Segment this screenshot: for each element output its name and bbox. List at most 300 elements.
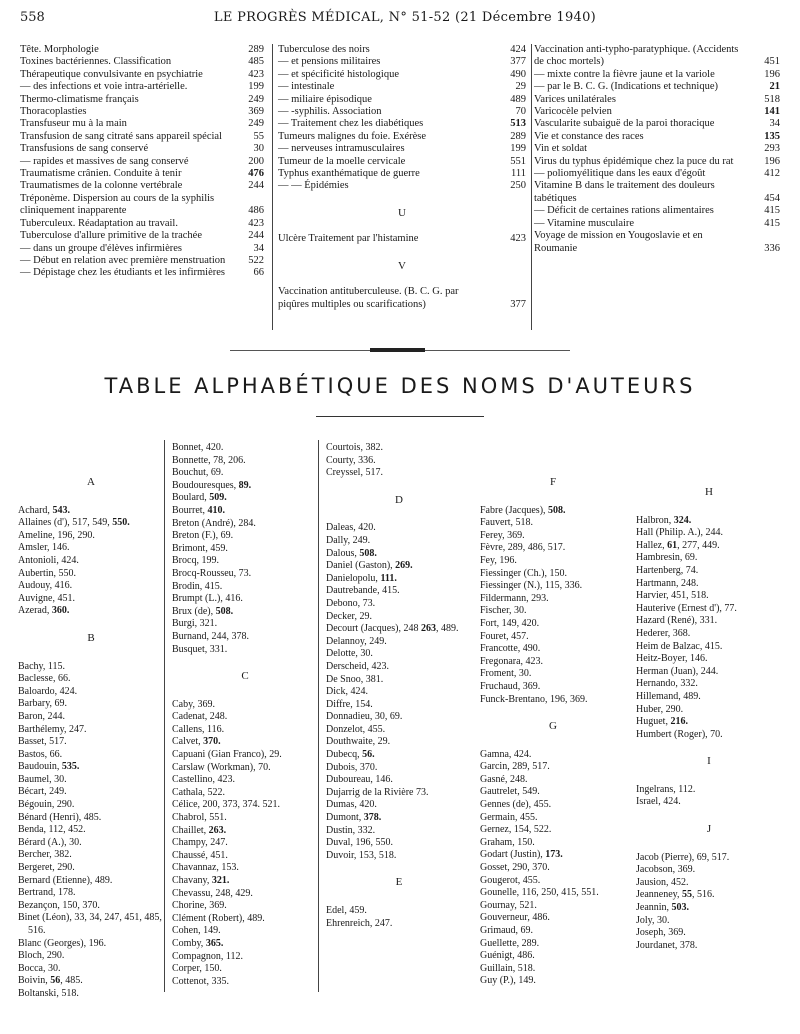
period: . xyxy=(374,547,377,559)
author-name: Heim de Balzac, 415. xyxy=(636,640,723,652)
entry-text: — par le B. C. G. (Indications et technique) xyxy=(534,81,718,93)
entry-text: Tête. Morphologie xyxy=(20,44,99,55)
entry-page: 29 xyxy=(515,81,526,93)
author-entry xyxy=(172,518,318,531)
author-index-column-2 xyxy=(172,442,318,988)
author-entry xyxy=(326,661,472,674)
period: . xyxy=(372,749,375,761)
entry-text: — -syphilis. Association xyxy=(278,106,382,118)
author-entry xyxy=(18,542,164,555)
index-entry xyxy=(278,233,526,245)
author-entry xyxy=(480,749,626,762)
author-entry xyxy=(326,455,472,468)
author-name: Brodin, 415. xyxy=(172,580,223,592)
author-page-bold: 263 xyxy=(208,824,224,836)
author-name: Hall (Philip. A.), 244. xyxy=(636,527,723,539)
author-entry xyxy=(18,580,164,593)
author-name: Gounelle, 116, 250, 415, 551. xyxy=(480,887,599,899)
author-name: Chavannaz, 153. xyxy=(172,862,239,874)
author-entry xyxy=(636,678,782,691)
author-entry xyxy=(480,530,626,543)
entry-text: — dans un groupe d'élèves infirmières xyxy=(20,242,182,254)
section-letter: J xyxy=(706,823,712,836)
author-entry xyxy=(18,988,164,1001)
index-entry xyxy=(534,168,780,180)
author-entry xyxy=(18,661,164,674)
entry-text: — poliomyélitique dans les eaux d'égoût xyxy=(534,168,706,180)
author-entry xyxy=(636,552,782,565)
author-entry xyxy=(172,850,318,863)
author-entry xyxy=(636,927,782,940)
entry-text: Vaccination antituberculeuse. (B. C. G. par piqûres multiples ou scarifications) xyxy=(278,286,459,310)
author-name: Delotte, 30. xyxy=(326,648,373,660)
author-name: Funck-Brentano, 196, 369. xyxy=(480,693,588,705)
author-name: Guillain, 518. xyxy=(480,962,536,974)
author-name: Brocq, 199. xyxy=(172,555,219,567)
author-name: Ameline, 196, 290. xyxy=(18,529,95,541)
author-entry xyxy=(326,674,472,687)
author-name: Chavany, xyxy=(172,875,212,886)
entry-page: 66 xyxy=(253,267,264,279)
index-entry xyxy=(20,230,264,242)
entry-text: Transfuseur mu à la main xyxy=(20,118,127,130)
author-name: Francotte, 490. xyxy=(480,643,541,655)
author-entry xyxy=(172,581,318,594)
author-name: Bezançon, 150, 370. xyxy=(18,899,100,911)
entry-text: Toxines bactériennes. Classification xyxy=(20,56,172,68)
author-entry xyxy=(172,963,318,976)
index-entry xyxy=(20,69,264,81)
author-page-bold: 550 xyxy=(112,517,128,529)
author-entry xyxy=(18,505,164,518)
entry-page: 451 xyxy=(764,56,780,68)
author-name: Breton (F.), 69. xyxy=(172,530,234,542)
author-entry xyxy=(18,749,164,762)
author-entry xyxy=(326,724,472,737)
entry-page: 289 xyxy=(248,44,264,55)
author-name: Barthélemy, 247. xyxy=(18,723,87,735)
index-entry xyxy=(534,44,780,69)
entry-page: 412 xyxy=(764,168,780,180)
author-name: Bernard (Etienne), 489. xyxy=(18,874,113,886)
author-entry xyxy=(480,694,626,707)
entry-text: Thérapeutique convulsivante en psychiatrie xyxy=(20,68,203,80)
entry-text: Virus du typhus épidémique chez la puce du rat xyxy=(534,155,734,167)
period: . xyxy=(66,605,70,617)
author-page-bold: 410 xyxy=(207,504,223,516)
author-entry xyxy=(480,963,626,976)
entry-text: Tumeur de la moelle cervicale xyxy=(278,155,406,167)
author-page-bold: 509 xyxy=(209,492,225,504)
entry-text: — mixte contre la fièvre jaune et la variole xyxy=(534,68,715,80)
entry-page: 423 xyxy=(248,217,264,229)
author-entry xyxy=(326,648,472,661)
author-entry xyxy=(636,796,782,809)
author-entry xyxy=(172,606,318,619)
author-entry xyxy=(480,656,626,669)
entry-page: 293 xyxy=(764,143,780,155)
author-entry xyxy=(480,643,626,656)
author-name: Derscheid, 423. xyxy=(326,660,390,672)
author-name: Jausion, 452. xyxy=(636,876,689,888)
entry-page: 250 xyxy=(510,180,526,192)
author-name: Caby, 369. xyxy=(172,698,215,710)
author-name: Decker, 29. xyxy=(326,610,372,622)
author-name: Benda, 112, 452. xyxy=(18,824,86,836)
author-name: Boudouresques, xyxy=(172,479,239,491)
author-name: Fildermann, 293. xyxy=(480,592,549,604)
author-name: Ehrenreich, 247. xyxy=(326,917,393,929)
index-entry xyxy=(534,180,780,205)
author-name: Bénard (Henri), 485. xyxy=(18,811,102,823)
author-name: Germain, 455. xyxy=(480,811,538,823)
entry-text: Tuberculeux. Réadaptation au travail. xyxy=(20,217,178,229)
author-entry xyxy=(172,787,318,800)
author-entry xyxy=(172,543,318,556)
subject-index-column-3 xyxy=(534,44,780,255)
author-entry xyxy=(172,442,318,455)
entry-text: Vie et constance des races xyxy=(534,130,644,142)
entry-page: 30 xyxy=(253,143,264,155)
author-entry xyxy=(18,593,164,606)
author-name: Dumas, 420. xyxy=(326,799,377,811)
entry-page: 21 xyxy=(769,81,780,93)
author-name: Donzelot, 455. xyxy=(326,723,386,735)
author-entry xyxy=(480,761,626,774)
author-entry xyxy=(326,522,472,535)
author-entry xyxy=(480,555,626,568)
entry-text: — Début en relation avec première menstruation xyxy=(20,254,226,266)
author-entry xyxy=(172,799,318,812)
author-entry xyxy=(480,786,626,799)
author-entry xyxy=(480,824,626,837)
author-entry xyxy=(480,517,626,530)
author-name: Joseph, 369. xyxy=(636,927,686,939)
author-entry xyxy=(172,644,318,657)
author-entry xyxy=(18,862,164,875)
author-entry xyxy=(172,925,318,938)
author-name: Fey, 196. xyxy=(480,554,517,566)
entry-text: Varicocèle pelvien xyxy=(534,106,612,118)
author-entry xyxy=(636,691,782,704)
author-entry xyxy=(480,631,626,644)
author-entry xyxy=(326,699,472,712)
entry-page: 489 xyxy=(510,93,526,105)
author-name: Blanc (Georges), 196. xyxy=(18,937,107,949)
author-name: Barbary, 69. xyxy=(18,698,68,710)
index-entry xyxy=(20,94,264,106)
author-name: Jacobson, 369. xyxy=(636,864,696,876)
author-entry xyxy=(326,573,472,586)
author-entry xyxy=(172,875,318,888)
author-entry xyxy=(480,568,626,581)
author-entry xyxy=(18,724,164,737)
period: . xyxy=(685,716,688,728)
author-name: Busquet, 331. xyxy=(172,643,228,655)
author-name: Boivin, xyxy=(18,975,51,987)
author-name: Burnand, 244, 378. xyxy=(172,630,249,642)
index-entry xyxy=(20,156,264,168)
author-name: Dumont, xyxy=(326,812,364,824)
author-entry xyxy=(18,774,164,787)
period: . xyxy=(224,492,227,504)
author-entry xyxy=(326,905,472,918)
entry-page: 199 xyxy=(248,81,264,93)
author-pages-rest: , 277, 449. xyxy=(677,539,720,551)
entry-page: 141 xyxy=(764,106,780,118)
author-name: Bertrand, 178. xyxy=(18,887,76,899)
author-name: Capuani (Gian Franco), 29. xyxy=(172,749,282,761)
author-entry xyxy=(172,480,318,493)
author-page-bold: 503 xyxy=(671,902,687,914)
author-entry xyxy=(172,762,318,775)
subject-index-column-1 xyxy=(20,44,264,280)
index-entry xyxy=(278,168,526,180)
index-entry xyxy=(534,230,780,255)
author-name: Fort, 149, 420. xyxy=(480,617,540,629)
entry-text: — nerveuses intramusculaires xyxy=(278,143,405,155)
section-letter: I xyxy=(707,755,711,768)
author-name: Chabrol, 551. xyxy=(172,812,227,824)
index-entry xyxy=(278,143,526,155)
author-entry xyxy=(18,812,164,825)
section-letter: C xyxy=(241,670,249,683)
author-page-bold: 360 xyxy=(51,605,67,617)
author-name: Cadenat, 248. xyxy=(172,711,228,723)
author-entry xyxy=(172,837,318,850)
author-entry xyxy=(172,913,318,926)
author-entry xyxy=(326,736,472,749)
entry-page: 135 xyxy=(764,130,780,142)
author-name: Donnadieu, 30, 69. xyxy=(326,711,403,723)
author-entry xyxy=(326,560,472,573)
author-pages-rest: , 489. xyxy=(435,623,459,635)
author-entry xyxy=(172,505,318,518)
author-name: Gamna, 424. xyxy=(480,748,532,760)
author-entry xyxy=(480,938,626,951)
author-name: Godart (Justin), xyxy=(480,849,546,861)
author-entry xyxy=(480,875,626,888)
author-name: Guénigt, 486. xyxy=(480,950,535,962)
period: . xyxy=(220,937,224,949)
author-name: Aubertin, 550. xyxy=(18,567,77,579)
author-entry xyxy=(326,799,472,812)
author-page-bold: 55 xyxy=(682,889,692,901)
author-name: Duval, 196, 550. xyxy=(326,837,393,849)
author-index-column-3 xyxy=(326,442,472,930)
author-name: Dujarrig de la Rivière 73. xyxy=(326,786,429,798)
entry-page: 513 xyxy=(510,118,526,130)
entry-text: Tuberculose des noirs xyxy=(278,44,370,55)
index-entry xyxy=(278,156,526,168)
author-entry xyxy=(636,877,782,890)
author-entry xyxy=(18,605,164,618)
author-name: Clément (Robert), 489. xyxy=(172,912,265,924)
column-divider xyxy=(318,440,319,992)
author-page-bold: 61 xyxy=(667,539,678,551)
author-name: Jeanneney, xyxy=(636,889,682,901)
index-entry xyxy=(278,94,526,106)
author-name: Brimont, 459. xyxy=(172,542,228,554)
author-name: Carslaw (Workman), 70. xyxy=(172,761,271,773)
author-name: Fischer, 30. xyxy=(480,605,527,617)
author-entry xyxy=(326,636,472,649)
author-name: Chaillet, xyxy=(172,824,209,836)
author-name: Brux (de), xyxy=(172,605,216,617)
author-name: Gasné, 248. xyxy=(480,773,528,785)
entry-text: Tréponème. Dispersion au cours de la syphilis cliniquement inapparente xyxy=(20,192,215,217)
author-entry xyxy=(636,653,782,666)
author-name: Jourdanet, 378. xyxy=(636,939,698,951)
author-entry xyxy=(636,603,782,616)
period: . xyxy=(223,824,227,836)
author-entry xyxy=(172,724,318,737)
author-entry xyxy=(480,925,626,938)
entry-page: 196 xyxy=(764,155,780,167)
author-page-bold: 56 xyxy=(362,749,373,761)
index-entry xyxy=(278,106,526,118)
author-name: Delannoy, 249. xyxy=(326,635,387,647)
author-page-bold: 56 xyxy=(50,975,61,987)
index-entry xyxy=(534,69,780,81)
author-entry xyxy=(18,837,164,850)
entry-page: 485 xyxy=(248,56,264,68)
author-name: Herman (Juan), 244. xyxy=(636,665,719,677)
author-name: Dustin, 332. xyxy=(326,824,376,836)
author-name: Azerad, xyxy=(18,605,52,617)
entry-page: 196 xyxy=(764,68,780,80)
author-entry xyxy=(326,837,472,850)
index-entry xyxy=(20,143,264,155)
period: . xyxy=(378,812,382,824)
period: . xyxy=(688,514,692,526)
period: . xyxy=(686,902,690,914)
author-entry xyxy=(636,915,782,928)
author-entry xyxy=(172,749,318,762)
author-name: Huber, 290. xyxy=(636,703,684,715)
author-entry xyxy=(326,686,472,699)
author-name: Cottenot, 335. xyxy=(172,975,229,987)
author-entry xyxy=(480,837,626,850)
author-pages-rest: , 516. xyxy=(692,889,715,901)
index-entry xyxy=(20,106,264,118)
author-name: Hederer, 368. xyxy=(636,627,691,639)
entry-page: 244 xyxy=(248,230,264,242)
author-entry xyxy=(480,593,626,606)
author-entry xyxy=(636,889,782,902)
author-entry xyxy=(172,699,318,712)
period: . xyxy=(222,504,226,516)
author-name: Fiessinger (Ch.), 150. xyxy=(480,567,567,579)
author-name: Humbert (Roger), 70. xyxy=(636,728,723,740)
entry-text: — miliaire épisodique xyxy=(278,93,372,105)
author-name: Gautrelet, 549. xyxy=(480,786,540,798)
author-name: Calvet, xyxy=(172,736,204,748)
index-entry xyxy=(278,81,526,93)
author-entry xyxy=(480,975,626,988)
author-entry xyxy=(326,918,472,931)
author-name: Joly, 30. xyxy=(636,914,670,926)
author-entry xyxy=(480,887,626,900)
author-entry xyxy=(18,568,164,581)
column-divider xyxy=(164,440,165,992)
author-entry xyxy=(172,467,318,480)
author-entry xyxy=(18,786,164,799)
author-name: Boltanski, 518. xyxy=(18,987,79,999)
index-entry xyxy=(20,168,264,180)
author-entry xyxy=(480,774,626,787)
author-name: Chorine, 369. xyxy=(172,900,227,912)
author-name: Hallez, xyxy=(636,539,668,551)
author-name: Cathala, 522. xyxy=(172,786,226,798)
author-name: Israel, 424. xyxy=(636,796,681,808)
author-index-column-5 xyxy=(636,472,782,952)
index-entry xyxy=(278,44,526,56)
author-entry xyxy=(636,615,782,628)
journal-title: LE PROGRÈS MÉDICAL, N° 51-52 (21 Décembre 1940) xyxy=(213,10,597,25)
entry-text: Vascularite subaiguë de la paroi thoracique xyxy=(534,118,715,130)
author-name: Harvier, 451, 518. xyxy=(636,590,709,602)
index-entry xyxy=(20,118,264,130)
period: . xyxy=(218,736,221,748)
author-page-bold: 535 xyxy=(61,761,77,773)
author-entry xyxy=(326,611,472,624)
author-name: Daniel (Gaston), xyxy=(326,560,396,572)
author-entry xyxy=(172,530,318,543)
author-entry xyxy=(480,799,626,812)
author-name: Bonnet, 420. xyxy=(172,442,224,453)
index-entry xyxy=(534,131,780,143)
author-entry xyxy=(636,641,782,654)
author-name: Duboureau, 146. xyxy=(326,774,393,786)
author-name: Hillemand, 489. xyxy=(636,690,701,702)
author-name: Danielopolu, xyxy=(326,572,381,584)
period: . xyxy=(248,479,252,491)
entry-text: Transfusions de sang conservé xyxy=(20,143,149,155)
author-page-bold: 324 xyxy=(673,514,689,526)
author-name: Jacob (Pierre), 69, 517. xyxy=(636,851,730,863)
author-name: Gernez, 154, 522. xyxy=(480,824,552,836)
author-name: Courty, 336. xyxy=(326,454,376,466)
entry-page: 490 xyxy=(510,68,526,80)
entry-text: — Vitamine musculaire xyxy=(534,217,635,229)
index-entry xyxy=(20,218,264,230)
author-page-bold: 508 xyxy=(359,547,375,559)
author-entry xyxy=(18,938,164,951)
author-name: Jeannin, xyxy=(636,902,672,914)
author-name: Dick, 424. xyxy=(326,686,368,698)
index-entry xyxy=(20,193,264,218)
entry-page: 423 xyxy=(510,233,526,245)
author-name: Gournay, 521. xyxy=(480,899,537,911)
section-letter: F xyxy=(549,476,557,488)
entry-page: 415 xyxy=(764,205,780,217)
author-name: Fabre (Jacques), xyxy=(480,504,549,516)
section-letter: V xyxy=(398,259,406,272)
entry-text: Vaccination anti-typho-paratyphique. (Accidents de choc mortels) xyxy=(534,44,739,68)
author-entry xyxy=(18,673,164,686)
author-name: Chevassu, 248, 429. xyxy=(172,887,253,899)
author-entry xyxy=(326,812,472,825)
author-name: Edel, 459. xyxy=(326,905,367,916)
index-entry xyxy=(278,118,526,130)
author-entry xyxy=(480,849,626,862)
author-page-bold: 370 xyxy=(203,736,219,748)
author-name: Antonioli, 424. xyxy=(18,554,79,566)
author-page-bold: 508 xyxy=(548,504,564,516)
author-entry xyxy=(18,950,164,963)
author-page-bold: 508 xyxy=(215,605,231,617)
